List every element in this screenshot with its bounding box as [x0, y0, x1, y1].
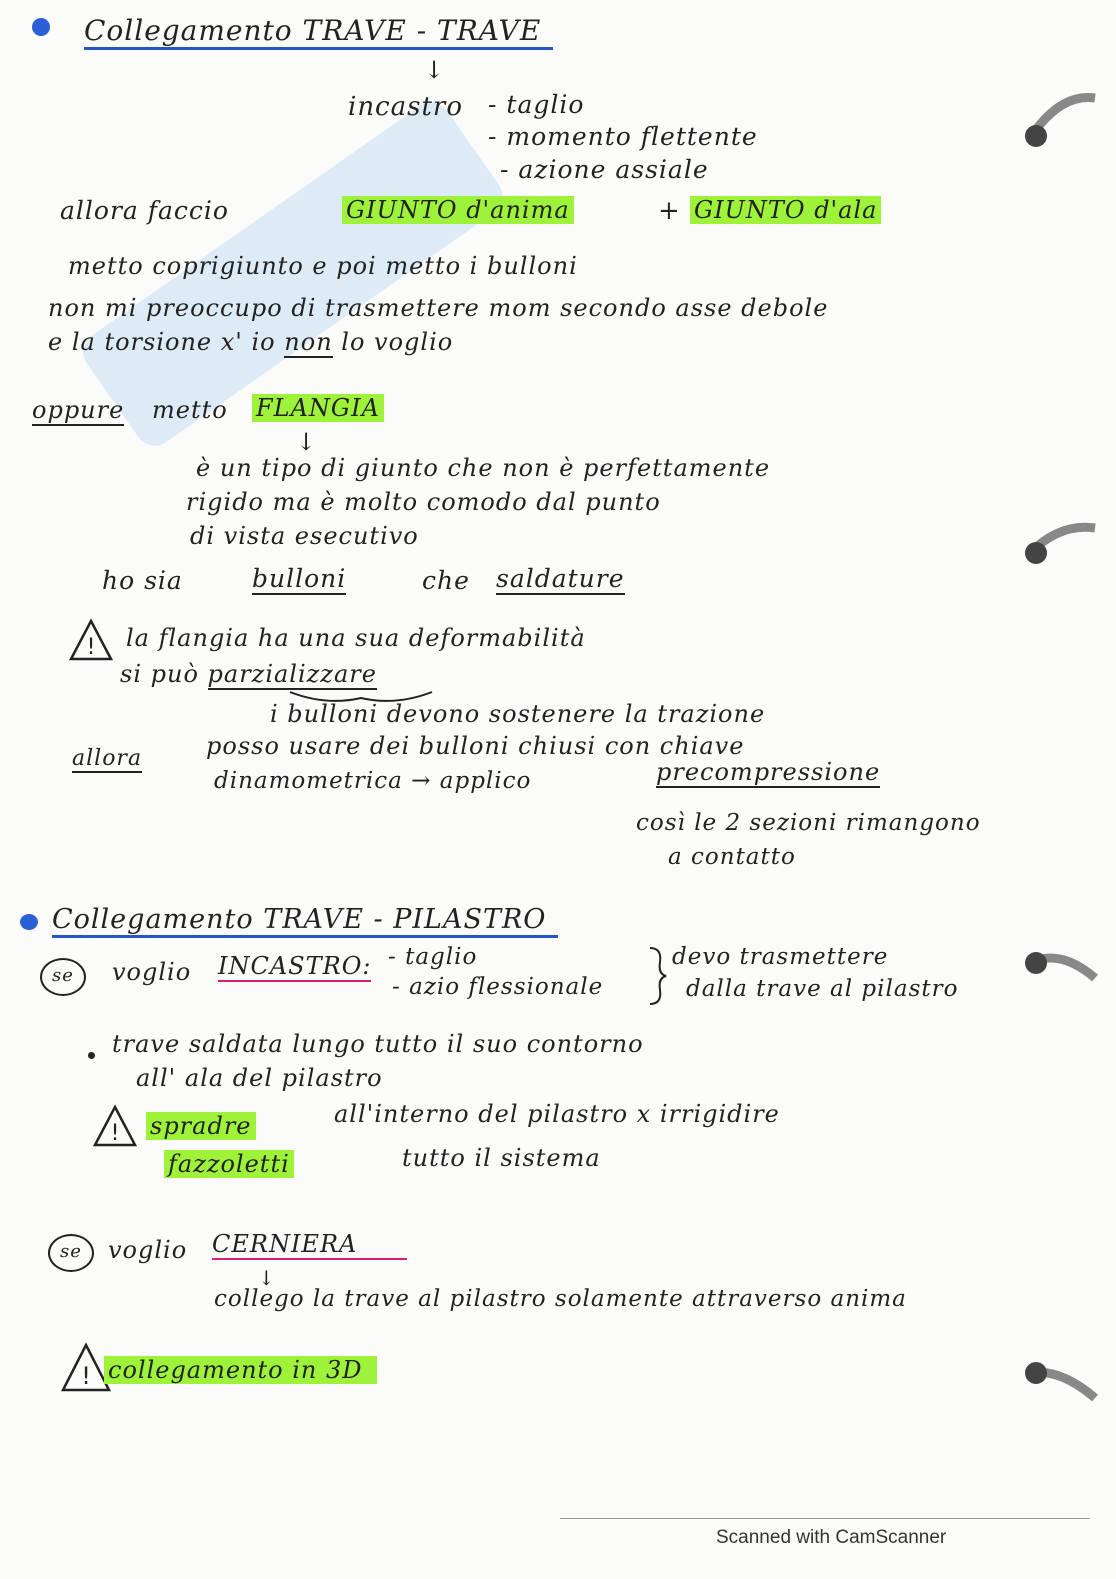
effect2-flessionale: - azio flessionale — [392, 974, 604, 1000]
binder-ring — [1020, 938, 1100, 1008]
flangia-desc-1: è un tipo di giunto che non è perfettamente — [196, 454, 771, 482]
svg-text:!: ! — [110, 1121, 120, 1146]
voglio-label-2: voglio — [108, 1236, 188, 1264]
bulloni-trazione: i bulloni devono sostenere la trazione — [270, 700, 766, 728]
cosi-line1: così le 2 sezioni rimangono — [636, 810, 981, 836]
cosi-line2: a contatto — [668, 844, 796, 870]
che-label: che — [422, 566, 470, 595]
voglio-label: voglio — [112, 958, 192, 986]
down-arrow: ↓ — [424, 56, 446, 84]
flangia-desc-3: di vista esecutivo — [190, 522, 419, 550]
posso-usare: posso usare dei bulloni chiusi con chiave — [206, 732, 745, 760]
bottom-rule — [560, 1518, 1090, 1519]
torsione-text: e la torsione x' io — [48, 328, 276, 356]
flangia-desc-2: rigido ma è molto comodo dal punto — [186, 488, 661, 516]
allora-faccio: allora faccio — [60, 196, 229, 225]
binder-ring — [1020, 1358, 1100, 1428]
effect2-taglio: - taglio — [388, 944, 478, 970]
se-label-2: se — [48, 1234, 94, 1272]
se-circle-2 — [48, 1234, 94, 1272]
binder-ring — [1020, 88, 1100, 158]
svg-text:!: ! — [86, 635, 96, 660]
coprigiunto-line: metto coprigiunto e poi metto i bulloni — [68, 252, 578, 280]
collego-line: collego la trave al pilastro solamente attraverso anima — [214, 1286, 907, 1312]
se-circle — [40, 958, 86, 996]
metto-label: metto — [152, 396, 228, 424]
down-arrow-3: ↓ — [258, 1266, 276, 1290]
ho-sia: ho sia — [102, 566, 183, 595]
all-interno: all'interno del pilastro x irrigidire — [334, 1100, 780, 1128]
si-puo: si può — [120, 660, 199, 688]
brace-right — [646, 946, 670, 1006]
warning-icon — [92, 1104, 138, 1148]
non-underlined: non — [284, 328, 333, 356]
fazzoletti-highlight: fazzoletti — [164, 1150, 294, 1178]
tutto-sistema: tutto il sistema — [402, 1144, 601, 1172]
incastro-label: incastro — [348, 92, 463, 122]
se-label: se — [40, 958, 86, 996]
list-bullet — [88, 1052, 95, 1059]
section2-title: Collegamento TRAVE - PILASTRO — [52, 904, 558, 938]
allora-underlined: allora — [72, 746, 143, 771]
effect-momento: - momento flettente — [488, 122, 758, 151]
dinamometrica: dinamometrica → applico — [214, 768, 532, 794]
plus-sign: + — [658, 196, 681, 226]
down-arrow-2: ↓ — [296, 428, 318, 456]
oppure-label: oppure — [32, 396, 125, 424]
section1-title: Collegamento TRAVE - TRAVE — [84, 14, 553, 50]
camscanner-footer: Scanned with CamScanner — [716, 1527, 947, 1548]
warn1-line2 — [120, 660, 377, 688]
giunto-ala: GIUNTO d'ala — [690, 196, 881, 224]
warn1-line1: la flangia ha una sua deformabilità — [126, 624, 586, 652]
section-bullet — [32, 18, 50, 36]
giunto-anima: GIUNTO d'anima — [342, 196, 574, 224]
svg-text:!: ! — [81, 1362, 91, 1390]
dalla-trave: dalla trave al pilastro — [686, 976, 959, 1002]
saldature-underlined: saldature — [496, 564, 625, 593]
trave-saldata: trave saldata lungo tutto il suo contorno — [112, 1030, 644, 1058]
ala-pilastro: all' ala del pilastro — [136, 1064, 383, 1092]
warning-icon — [68, 618, 114, 662]
devo-trasmettere: devo trasmettere — [672, 944, 889, 970]
precompressione-underlined: precompressione — [656, 758, 881, 786]
torsione-line — [48, 328, 453, 356]
bulloni-underlined: bulloni — [252, 564, 347, 593]
parzializzare-underlined: parzializzare — [207, 660, 377, 688]
voglio-text: lo voglio — [341, 328, 454, 356]
effect-taglio: - taglio — [488, 90, 585, 119]
section-bullet-2 — [20, 914, 38, 930]
cerniera-label: CERNIERA — [212, 1230, 407, 1260]
effect-assiale: - azione assiale — [500, 155, 709, 184]
collegamento-3d-highlight: collegamento in 3D — [104, 1356, 377, 1384]
flangia-highlight: FLANGIA — [252, 394, 384, 422]
spradre-highlight: spradre — [146, 1112, 256, 1140]
non-preoccupo-line: non mi preoccupo di trasmettere mom secondo asse debole — [48, 294, 829, 322]
incastro-2: INCASTRO: — [218, 952, 372, 980]
binder-ring — [1020, 518, 1100, 588]
